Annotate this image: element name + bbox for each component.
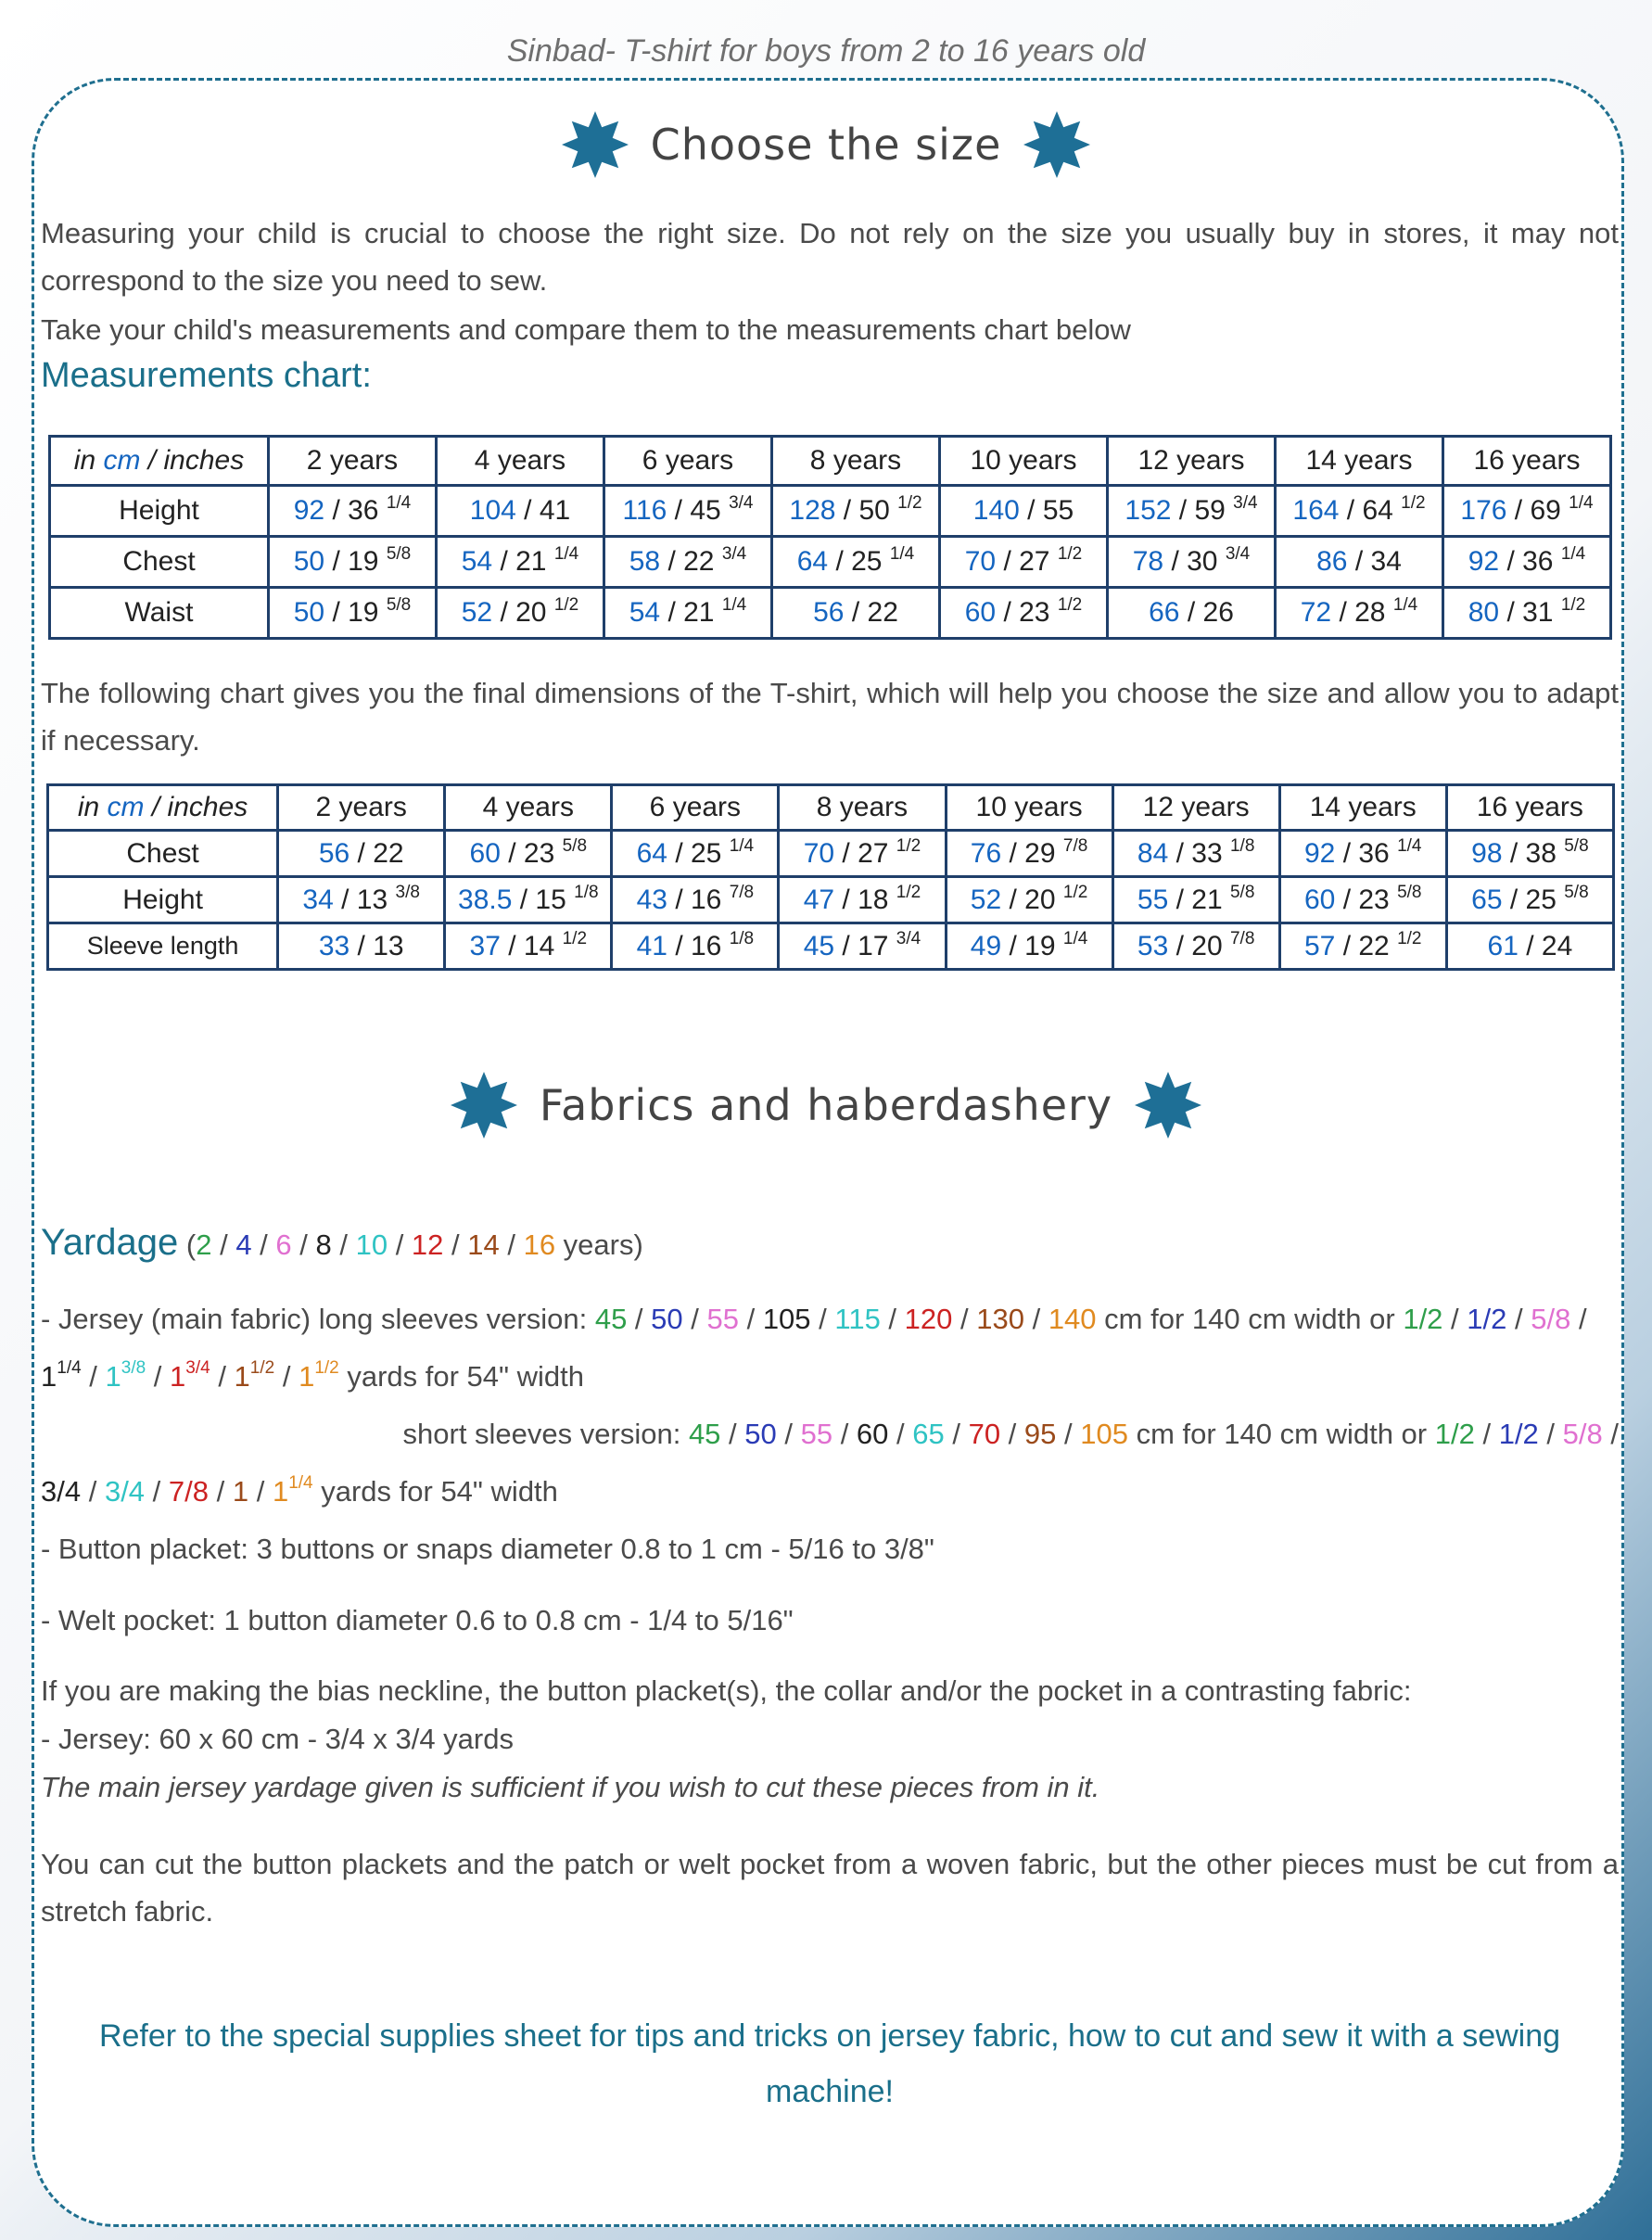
units-header [48, 785, 278, 831]
row-label: Chest [50, 537, 269, 588]
size-header: 6 years [612, 785, 779, 831]
table-cell: 41 / 16 $^{1/8}$ [612, 923, 779, 970]
fraction: 5/8 [1229, 882, 1255, 902]
table-row [48, 923, 1614, 970]
yardage-value: 3/4 [41, 1475, 82, 1508]
cm-value: 98 [1471, 837, 1503, 869]
table-cell: 61 / 24 [1446, 923, 1613, 970]
fraction: 5/8 [386, 544, 412, 564]
yardage-label: Yardage [41, 1222, 179, 1263]
size-header: 10 years [946, 785, 1112, 831]
fraction: 1/2 [896, 835, 921, 856]
measurements-chart-heading: Measurements chart: [41, 356, 372, 395]
yardage-value: 5/8 [1531, 1303, 1571, 1335]
table-cell: 152 / 59 $^{3/4}$ [1108, 486, 1276, 537]
yardage-value: 45 [688, 1418, 721, 1450]
table-cell: 55 / 21 $^{5/8}$ [1112, 877, 1279, 923]
yardage-value: 1/2 [1403, 1303, 1443, 1335]
table-cell: 33 / 13 [278, 923, 445, 970]
yardage-value: 70 [968, 1418, 1001, 1450]
welt-pocket-line: - Welt pocket: 1 button diameter 0.6 to 0.8 cm - 1/4 to 5/16" [41, 1604, 794, 1636]
table-cell: 72 / 28 $^{1/4}$ [1276, 588, 1443, 639]
long-sleeves-yards-line: $1^{1/4} / 1^{3/8} / 1^{3/4} / 1^{1/2} / 1^{1/2}$ yards for 54" width [41, 1358, 585, 1393]
yardage-value: 105 [1080, 1418, 1128, 1450]
yardage-value: $1^{3/8}$ [105, 1358, 146, 1393]
fraction: 5/8 [386, 595, 412, 615]
table-cell: 60 / 23 $^{5/8}$ [445, 831, 612, 877]
dimensions-table [46, 783, 1615, 971]
table-cell: 64 / 25 $^{1/4}$ [612, 831, 779, 877]
size-header: 8 years [772, 437, 940, 486]
cm-value: 152 [1125, 495, 1172, 526]
table-cell: 50 / 19 $^{5/8}$ [269, 537, 437, 588]
fraction: 1/8 [1229, 835, 1255, 856]
fraction: 3/4 [729, 493, 754, 513]
table-cell: 116 / 45 $^{3/4}$ [604, 486, 772, 537]
yardage-value: $1^{1/2}$ [299, 1358, 339, 1393]
cm-value: 56 [318, 837, 350, 869]
fraction: 1/4 [1569, 493, 1594, 513]
jersey-contrast-line: - Jersey: 60 x 60 cm - 3/4 x 3/4 yards [41, 1723, 514, 1755]
row-label: Sleeve length [48, 923, 278, 970]
cm-value: 52 [461, 597, 493, 628]
fraction: 1/2 [1397, 928, 1422, 948]
cm-value: 47 [803, 884, 835, 915]
cm-value: 92 [1468, 546, 1500, 577]
size-header: 4 years [445, 785, 612, 831]
cm-value: 72 [1300, 597, 1332, 628]
table-cell: 78 / 30 $^{3/4}$ [1108, 537, 1276, 588]
table-cell: 57 / 22 $^{1/2}$ [1279, 923, 1446, 970]
cm-value: 116 [622, 495, 667, 526]
contrast-fabric-line: If you are making the bias neckline, the button placket(s), the collar and/or the pocket in a contrasting fabric: [41, 1674, 1412, 1707]
yardage-note: The main jersey yardage given is sufficient if you wish to cut these pieces from in it. [41, 1771, 1100, 1803]
cm-value: 80 [1468, 597, 1500, 628]
cm-value: 176 [1460, 495, 1507, 526]
fraction: 5/8 [1397, 882, 1422, 902]
fraction: 3/4 [721, 544, 747, 564]
dimensions-intro: The following chart gives you the final dimensions of the T-shirt, which will help you choose the size and allow you to adapt if necessary. [41, 677, 1619, 757]
table-cell: 70 / 27 $^{1/2}$ [940, 537, 1108, 588]
cm-value: 86 [1316, 546, 1348, 577]
yardage-value: 60 [856, 1418, 889, 1450]
fraction: 3/4 [185, 1358, 210, 1378]
yardage-value: 140 [1048, 1303, 1097, 1335]
fraction: 1/4 [1062, 928, 1088, 948]
cm-value: 54 [461, 546, 493, 577]
cm-value: 57 [1303, 930, 1336, 961]
table-cell: 49 / 19 $^{1/4}$ [946, 923, 1112, 970]
fraction: 1/2 [553, 595, 579, 615]
table-cell: 76 / 29 $^{7/8}$ [946, 831, 1112, 877]
intro-instruction: Take your child's measurements and compare them to the measurements chart below [41, 313, 1131, 346]
cm-value: 64 [796, 546, 829, 577]
table-cell: 56 / 22 [278, 831, 445, 877]
fraction: 5/8 [562, 835, 588, 856]
yardage-value: 120 [904, 1303, 953, 1335]
yardage-heading [41, 1222, 1619, 1264]
yardage-value: 4 [235, 1228, 252, 1261]
units-cm: cm [103, 445, 141, 476]
fraction: 1/2 [562, 928, 588, 948]
cm-value: 164 [1292, 495, 1340, 526]
table-cell: 56 / 22 [772, 588, 940, 639]
cm-value: 78 [1132, 546, 1164, 577]
cm-value: 66 [1149, 597, 1180, 628]
size-header: 8 years [779, 785, 946, 831]
yardage-value: 7/8 [168, 1475, 210, 1508]
yardage-value: 1 [232, 1475, 249, 1508]
size-header: 16 years [1446, 785, 1613, 831]
cm-value: 33 [318, 930, 350, 961]
cm-value: 53 [1137, 930, 1169, 961]
cm-value: 50 [293, 597, 325, 628]
cm-value: 58 [629, 546, 661, 577]
table-cell: 176 / 69 $^{1/4}$ [1443, 486, 1611, 537]
yardage-value: 55 [706, 1303, 739, 1335]
size-header: 14 years [1279, 785, 1446, 831]
fraction: 1/2 [314, 1358, 339, 1378]
table-row [50, 537, 1611, 588]
table-cell: 92 / 36 $^{1/4}$ [269, 486, 437, 537]
intro-paragraph: Measuring your child is crucial to choose the right size. Do not rely on the size you usually buy in stores, it may not correspond to the size you need to sew. [41, 217, 1619, 297]
cm-value: 70 [803, 837, 835, 869]
table-cell: 54 / 21 $^{1/4}$ [437, 537, 604, 588]
yardage-value: 105 [762, 1303, 811, 1335]
table-header-row [48, 785, 1614, 831]
fraction: 3/4 [896, 928, 921, 948]
table-cell: 92 / 36 $^{1/4}$ [1279, 831, 1446, 877]
fraction: 1/4 [386, 493, 412, 513]
fraction: 1/4 [57, 1358, 82, 1378]
table-cell: 60 / 23 $^{1/2}$ [940, 588, 1108, 639]
table-cell: 164 / 64 $^{1/2}$ [1276, 486, 1443, 537]
units-inches: / inches [144, 792, 248, 822]
table-cell: 54 / 21 $^{1/4}$ [604, 588, 772, 639]
yardage-value: 14 [467, 1228, 500, 1261]
table-cell: 86 / 34 [1276, 537, 1443, 588]
cm-value: 104 [469, 495, 516, 526]
fraction: 1/2 [896, 882, 921, 902]
star-icon [451, 1072, 517, 1139]
units-cm: cm [107, 792, 145, 822]
fraction: 1/2 [1062, 882, 1088, 902]
long-sleeves-line: - Jersey (main fabric) long sleeves version: 45 / 50 / 55 / 105 / 115 / 120 / 130 / 140 cm for 140 cm width or 1/2 / 1/2 / 5/8 / [41, 1303, 1587, 1335]
fraction: 7/8 [729, 882, 755, 902]
table-row [48, 831, 1614, 877]
row-label: Chest [48, 831, 278, 877]
table-cell: 70 / 27 $^{1/2}$ [779, 831, 946, 877]
size-header: 2 years [278, 785, 445, 831]
size-header: 12 years [1108, 437, 1276, 486]
cm-value: 92 [293, 495, 325, 526]
fraction: 3/8 [121, 1358, 146, 1378]
section-title-text: Choose the size [650, 120, 1002, 170]
yardage-value: 6 [275, 1228, 292, 1261]
yardage-value: 8 [315, 1228, 332, 1261]
table-cell: 58 / 22 $^{3/4}$ [604, 537, 772, 588]
table-cell: 47 / 18 $^{1/2}$ [779, 877, 946, 923]
button-placket-line: - Button placket: 3 buttons or snaps diameter 0.8 to 1 cm - 5/16 to 3/8" [41, 1533, 934, 1565]
table-cell: 45 / 17 $^{3/4}$ [779, 923, 946, 970]
table-cell: 34 / 13 $^{3/8}$ [278, 877, 445, 923]
table-cell: 98 / 38 $^{5/8}$ [1446, 831, 1613, 877]
table-cell: 80 / 31 $^{1/2}$ [1443, 588, 1611, 639]
yardage-years: (2 / 4 / 6 / 8 / 10 / 12 / 14 / 16 years) [185, 1228, 643, 1261]
table-header-row [50, 437, 1611, 486]
units-inches: / inches [140, 445, 245, 476]
table-cell: 53 / 20 $^{7/8}$ [1112, 923, 1279, 970]
cm-value: 65 [1471, 884, 1503, 915]
fraction: 1/4 [1560, 544, 1586, 564]
fraction: 1/2 [249, 1358, 275, 1378]
cm-value: 70 [964, 546, 997, 577]
yardage-value: 95 [1023, 1418, 1057, 1450]
cm-value: 61 [1487, 930, 1519, 961]
short-sleeves-line: short sleeves version: 45 / 50 / 55 / 60 / 65 / 70 / 95 / 105 cm for 140 cm width or 1/2 / 1/2 / 5/8 / [402, 1418, 1619, 1450]
table-cell: 66 / 26 [1108, 588, 1276, 639]
cm-value: 54 [629, 597, 661, 628]
size-header: 10 years [940, 437, 1108, 486]
table-cell: 37 / 14 $^{1/2}$ [445, 923, 612, 970]
yardage-value: 1/2 [1434, 1418, 1475, 1450]
row-label: Height [50, 486, 269, 537]
cm-value: 38.5 [458, 884, 513, 915]
fraction: 1/4 [889, 544, 915, 564]
yardage-value: 3/4 [104, 1475, 146, 1508]
fraction: 1/4 [288, 1473, 313, 1493]
size-header: 4 years [437, 437, 604, 486]
table-cell: 140 / 55 [940, 486, 1108, 537]
units-in: in [77, 792, 108, 822]
fraction: 1/2 [1057, 595, 1083, 615]
cm-value: 60 [469, 837, 501, 869]
size-header: 16 years [1443, 437, 1611, 486]
row-label: Height [48, 877, 278, 923]
fraction: 1/8 [574, 882, 599, 902]
yardage-value: 2 [196, 1228, 212, 1261]
row-label: Waist [50, 588, 269, 639]
yardage-value: $1^{1/4}$ [41, 1358, 82, 1393]
yardage-value: 1/2 [1467, 1303, 1507, 1335]
yardage-value: $1^{1/4}$ [272, 1473, 313, 1508]
cm-value: 43 [636, 884, 667, 915]
cm-value: 41 [636, 930, 667, 961]
table-cell: 52 / 20 $^{1/2}$ [437, 588, 604, 639]
cm-value: 50 [293, 546, 325, 577]
table-cell: 43 / 16 $^{7/8}$ [612, 877, 779, 923]
fraction: 3/8 [395, 882, 420, 902]
cm-value: 34 [302, 884, 334, 915]
yardage-value: 55 [800, 1418, 833, 1450]
fraction: 1/2 [1057, 544, 1083, 564]
fraction: 1/2 [1401, 493, 1426, 513]
table-cell: 52 / 20 $^{1/2}$ [946, 877, 1112, 923]
cm-value: 60 [964, 597, 997, 628]
fraction: 5/8 [1564, 835, 1589, 856]
yardage-value: $1^{1/2}$ [234, 1358, 275, 1393]
cm-value: 37 [469, 930, 501, 961]
size-header: 2 years [269, 437, 437, 486]
document-header: Sinbad- T-shirt for boys from 2 to 16 years old [506, 33, 1146, 69]
yardage-value: 5/8 [1562, 1418, 1603, 1450]
fraction: 3/4 [1233, 493, 1258, 513]
section-title-choose-size [0, 111, 1652, 178]
cm-value: 128 [789, 495, 836, 526]
yardage-value: 10 [355, 1228, 388, 1261]
cm-value: 52 [970, 884, 1002, 915]
supplies-sheet-note: Refer to the special supplies sheet for tips and tricks on jersey fabric, how to cut and sew it with a sewing machine! [98, 2018, 1561, 2109]
yardage-value: 1/2 [1498, 1418, 1539, 1450]
table-cell: 50 / 19 $^{5/8}$ [269, 588, 437, 639]
yardage-value: 130 [976, 1303, 1024, 1335]
size-header: 6 years [604, 437, 772, 486]
fraction: 1/2 [1560, 595, 1586, 615]
fraction: 1/4 [553, 544, 579, 564]
star-icon [562, 111, 629, 178]
cm-value: 55 [1137, 884, 1169, 915]
size-header: 12 years [1112, 785, 1279, 831]
short-sleeves-yards-line: $3/4 / 3/4 / 7/8 / 1 / 1^{1/4}$ yards for 54" width [41, 1473, 558, 1508]
woven-fabric-paragraph: You can cut the button plackets and the patch or welt pocket from a woven fabric, but the other pieces must be cut from a stretch fabric. [41, 1848, 1619, 1928]
cm-value: 60 [1303, 884, 1336, 915]
yardage-value: 45 [594, 1303, 628, 1335]
cm-value: 49 [970, 930, 1002, 961]
yardage-value: 65 [912, 1418, 945, 1450]
fraction: 5/8 [1564, 882, 1589, 902]
star-icon [1023, 111, 1090, 178]
size-header: 14 years [1276, 437, 1443, 486]
measurements-table [48, 435, 1612, 640]
fraction: 3/4 [1225, 544, 1251, 564]
table-row [48, 877, 1614, 923]
table-cell: 60 / 23 $^{5/8}$ [1279, 877, 1446, 923]
yardage-value: 16 [523, 1228, 556, 1261]
table-cell: 38.5 / 15 $^{1/8}$ [445, 877, 612, 923]
fraction: 7/8 [1062, 835, 1088, 856]
yardage-value: $1^{3/4}$ [170, 1358, 210, 1393]
cm-value: 140 [972, 495, 1020, 526]
star-icon [1135, 1072, 1201, 1139]
fraction: 1/8 [729, 928, 755, 948]
units-header [50, 437, 269, 486]
fraction: 1/4 [729, 835, 755, 856]
cm-value: 84 [1137, 837, 1169, 869]
section-title-fabrics [0, 1072, 1652, 1139]
table-cell: 65 / 25 $^{5/8}$ [1446, 877, 1613, 923]
table-cell: 84 / 33 $^{1/8}$ [1112, 831, 1279, 877]
yardage-value: 50 [651, 1303, 683, 1335]
fraction: 1/4 [721, 595, 747, 615]
fraction: 1/4 [1397, 835, 1422, 856]
table-cell: 104 / 41 [437, 486, 604, 537]
fraction: 7/8 [1229, 928, 1255, 948]
table-cell: 128 / 50 $^{1/2}$ [772, 486, 940, 537]
table-row [50, 486, 1611, 537]
yardage-value: 115 [834, 1303, 881, 1335]
fraction: 1/2 [897, 493, 922, 513]
table-cell: 92 / 36 $^{1/4}$ [1443, 537, 1611, 588]
cm-value: 64 [636, 837, 667, 869]
yardage-value: 50 [744, 1418, 777, 1450]
yardage-value: 12 [411, 1228, 444, 1261]
section-title-text: Fabrics and haberdashery [539, 1080, 1113, 1130]
table-cell: 64 / 25 $^{1/4}$ [772, 537, 940, 588]
cm-value: 92 [1303, 837, 1336, 869]
units-in: in [73, 445, 104, 476]
cm-value: 56 [813, 597, 845, 628]
table-row [50, 588, 1611, 639]
fraction: 1/4 [1392, 595, 1418, 615]
cm-value: 45 [803, 930, 835, 961]
cm-value: 76 [970, 837, 1002, 869]
